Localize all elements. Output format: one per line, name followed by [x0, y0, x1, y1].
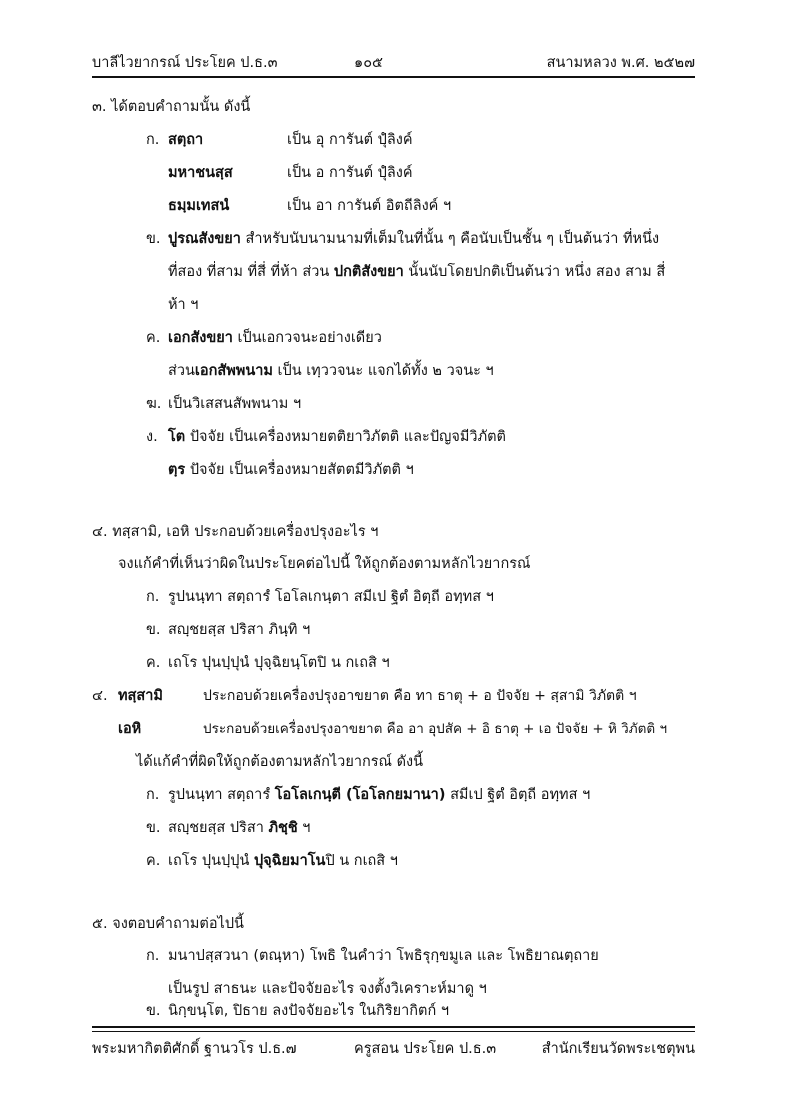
q4-item-label: ข.	[146, 622, 161, 638]
footer-course: ครูสอน ประโยค ป.ธ.๓	[354, 1041, 497, 1057]
q5-b-label: ข.	[146, 1003, 161, 1019]
a4-b-label: ข.	[146, 820, 161, 836]
header-divider	[92, 76, 695, 78]
a4-c-text: เถโร ปุนปฺปุนํ ปุจฺฉิยมาโนปิ น กเถสิ ฯ	[168, 853, 398, 869]
q3-b-line-2: ที่สอง ที่สาม ที่สี่ ที่ห้า ส่วน ปกติสังขยา นั้นนับโดยปกติเป็นต้นว่า หนึ่ง สอง สาม สี่	[168, 264, 666, 280]
q3-a-word-1: สตฺถา	[168, 132, 204, 148]
a4-text-1: ประกอบด้วยเครื่องปรุงอาขยาต คือ ทา ธาตุ + อ ปัจจัย + สฺสามิ วิภัตติ ฯ	[203, 688, 637, 704]
a4-term-2: เอหิ	[118, 721, 142, 737]
a4-intro: ได้แก้คำที่ผิดให้ถูกต้องตามหลักไวยากรณ์ ดังนี้	[136, 754, 423, 770]
q5-question: ๕. จงตอบคำถามต่อไปนี้	[92, 916, 244, 932]
q3-c-line-2: ส่วนเอกสัพพนาม เป็น เทฺววจนะ แจกได้ทั้ง ๒ วจนะ ฯ	[168, 363, 494, 379]
q5-b-text: นิกฺขนฺโต, ปิธาย ลงปัจจัยอะไร ในกิริยากิตก์ ฯ	[168, 1003, 450, 1019]
q3-b-line-1: ปูรณสังขยา สำหรับนับนามนามที่เต็มในที่นั้น ๆ คือนับเป็นชั้น ๆ เป็นต้นว่า ที่หนึ่ง	[168, 231, 660, 247]
footer-divider	[92, 1026, 695, 1028]
q3-a-desc-2: เป็น อ การันต์ ปุํลิงค์	[287, 165, 413, 181]
a4-a-text: รูปนนฺทา สตฺถารํ โอโลเกนฺตี (โอโลกยมานา) สมีเป ฐิตํ อิตฺถี อทฺทส ฯ	[168, 787, 591, 803]
page-header	[92, 52, 695, 76]
q3-a-word-2: มหาชนสฺส	[168, 165, 233, 181]
q3-a-word-3: ธมฺมเทสนํ	[168, 198, 230, 214]
q3-b-line-3: ห้า ฯ	[168, 297, 199, 313]
q3-e-line-2: ตฺร ปัจจัย เป็นเครื่องหมายสัตตมีวิภัตติ ฯ	[168, 462, 414, 478]
q3-a-desc-1: เป็น อุ การันต์ ปุํลิงค์	[287, 132, 413, 148]
q5-a-label: ก.	[146, 948, 160, 964]
q4-item-text: เถโร ปุนปฺปุนํ ปุจฺฉิยนฺโตปิ น กเถสิ ฯ	[168, 655, 390, 671]
a4-a-label: ก.	[146, 787, 160, 803]
q3-intro: ๓. ได้ตอบคำถามนั้น ดังนี้	[92, 99, 251, 115]
footer-institution: สำนักเรียนวัดพระเชตุพน	[541, 1041, 695, 1057]
q3-d-label: ฆ.	[146, 396, 162, 412]
q3-a-desc-3: เป็น อา การันต์ อิตถีลิงค์ ฯ	[287, 198, 452, 214]
page-footer	[92, 1038, 695, 1062]
q3-e-label: ง.	[146, 429, 158, 445]
q3-e-line-1: โต ปัจจัย เป็นเครื่องหมายตติยาวิภัตติ และปัญจมีวิภัตติ	[168, 429, 506, 445]
q4-question-line-1: ๔. ทสฺสามิ, เอหิ ประกอบด้วยเครื่องปรุงอะไร ฯ	[92, 524, 379, 540]
page-number: ๑๐๕	[354, 55, 384, 71]
q3-a-label: ก.	[146, 132, 160, 148]
q3-b-label: ข.	[146, 231, 161, 247]
q4-item-label: ก.	[146, 589, 160, 605]
q3-d-text: เป็นวิเสสนสัพพนาม ฯ	[168, 396, 302, 412]
a4-term-1: ทสฺสามิ	[118, 688, 163, 704]
q5-a-line-2: เป็นรูป สาธนะ และปัจจัยอะไร จงตั้งวิเคราะห์มาดู ฯ	[168, 981, 487, 997]
a4-number: ๔.	[92, 688, 108, 704]
header-exam-year: สนามหลวง พ.ศ. ๒๕๒๗	[546, 55, 695, 71]
a4-b-text: สญฺชยสฺส ปริสา ภิชฺชิ ฯ	[168, 820, 311, 836]
a4-c-label: ค.	[146, 853, 161, 869]
q3-c-line-1: เอกสังขยา เป็นเอกวจนะอย่างเดียว	[168, 330, 382, 346]
a4-text-2: ประกอบด้วยเครื่องปรุงอาขยาต คือ อา อุปสัค + อิ ธาตุ + เอ ปัจจัย + หิ วิภัตติ ฯ	[203, 721, 668, 737]
q5-a-line-1: มนาปสฺสวนา (ตณฺหา) โพธิ ในคำว่า โพธิรุกฺขมูเล และ โพธิยาณตฺถาย	[168, 948, 599, 964]
q3-c-label: ค.	[146, 330, 161, 346]
q4-question-line-2: จงแก้คำที่เห็นว่าผิดในประโยคต่อไปนี้ ให้ถูกต้องตามหลักไวยากรณ์	[118, 556, 531, 572]
footer-author: พระมหากิตติศักดิ์ ฐานวโร ป.ธ.๗	[92, 1041, 297, 1057]
q4-item-text: สญฺชยสฺส ปริสา ภินฺทิ ฯ	[168, 622, 311, 638]
q4-item-text: รูปนนฺทา สตฺถารํ โอโลเกนฺตา สมีเป ฐิตํ อิตฺถี อทฺทส ฯ	[168, 589, 494, 605]
footer-divider-thin	[92, 1031, 695, 1032]
header-book-title: บาลีไวยากรณ์ ประโยค ป.ธ.๓	[92, 55, 278, 71]
q4-item-label: ค.	[146, 655, 161, 671]
